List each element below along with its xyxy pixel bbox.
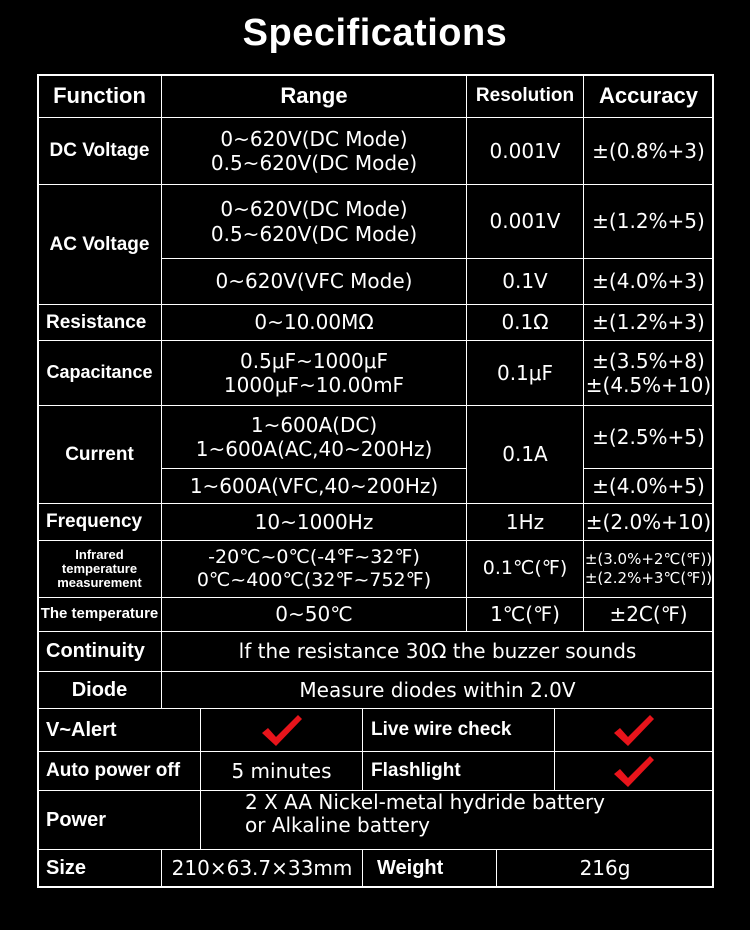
power-value	[200, 790, 714, 850]
infrared-accuracy	[583, 540, 714, 598]
live-wire-check	[554, 708, 714, 752]
temperature-accuracy: ±2C(℉)	[583, 597, 714, 632]
capacitance-resolution: 0.1μF	[466, 340, 584, 406]
capacitance-range-2: 1000μF~10.00mF	[223, 373, 405, 397]
current-range-1: 1~600A(DC)	[250, 412, 378, 437]
frequency-label: Frequency	[37, 503, 162, 541]
flashlight-check	[554, 751, 714, 791]
infrared-range-1: -20℃~0℃(-4℉~32℉)	[208, 545, 420, 568]
power-line-1: 2 X AA Nickel-metal hydride battery	[245, 790, 606, 814]
ac-voltage-resolution-2: 0.1V	[466, 258, 584, 305]
red-checkmark-icon	[260, 713, 304, 747]
diode-label: Diode	[37, 671, 162, 709]
temperature-label: The temperature	[37, 597, 162, 632]
ac-voltage-range-vfc: 0~620V(VFC Mode)	[161, 258, 467, 305]
header-resolution: Resolution	[466, 74, 584, 118]
temperature-range: 0~50℃	[161, 597, 467, 632]
resistance-accuracy: ±(1.2%+3)	[583, 304, 714, 341]
dc-voltage-accuracy: ±(0.8%+3)	[583, 117, 714, 185]
red-checkmark-icon	[612, 713, 656, 747]
infrared-label-1: Infrared temperature	[61, 546, 138, 576]
live-wire-label: Live wire check	[362, 708, 555, 752]
v-alert-label: V~Alert	[37, 708, 201, 752]
diode-value: Measure diodes within 2.0V	[161, 671, 714, 709]
auto-power-off-label: Auto power off	[37, 751, 201, 791]
current-range-2: 1~600A(AC,40~200Hz)	[195, 437, 433, 461]
dc-voltage-resolution: 0.001V	[466, 117, 584, 185]
auto-power-off-value: 5 minutes	[200, 751, 363, 791]
infrared-range	[161, 540, 467, 598]
capacitance-range	[161, 340, 467, 406]
frequency-range: 10~1000Hz	[161, 503, 467, 541]
ac-voltage-accuracy-2: ±(4.0%+3)	[583, 258, 714, 305]
ac-voltage-range	[161, 184, 467, 259]
red-checkmark-icon	[612, 754, 656, 788]
ac-voltage-resolution-1: 0.001V	[466, 184, 584, 259]
dc-voltage-range	[161, 117, 467, 185]
capacitance-accuracy-2: ±(4.5%+10)	[585, 373, 712, 397]
current-label: Current	[37, 405, 162, 504]
infrared-accuracy-1: ±(3.0%+2℃(℉))	[584, 550, 713, 569]
temperature-resolution: 1℃(℉)	[466, 597, 584, 632]
current-accuracy-2: ±(4.0%+5)	[583, 468, 714, 504]
current-accuracy-1: ±(2.5%+5)	[583, 405, 714, 469]
capacitance-accuracy-1: ±(3.5%+8)	[592, 348, 705, 373]
resistance-range: 0~10.00MΩ	[161, 304, 467, 341]
resistance-resolution: 0.1Ω	[466, 304, 584, 341]
v-alert-check	[200, 708, 363, 752]
flashlight-label: Flashlight	[362, 751, 555, 791]
infrared-label-2: measurement	[57, 575, 142, 591]
size-value: 210×63.7×33mm	[161, 849, 363, 888]
power-label: Power	[37, 790, 201, 850]
resistance-label: Resistance	[37, 304, 162, 341]
current-range	[161, 405, 467, 469]
infrared-accuracy-2: ±(2.2%+3℃(℉))	[584, 569, 713, 587]
frequency-resolution: 1Hz	[466, 503, 584, 541]
ac-voltage-accuracy-1: ±(1.2%+5)	[583, 184, 714, 259]
power-line-2: or Alkaline battery	[245, 813, 430, 837]
page-title: Specifications	[242, 12, 508, 54]
current-resolution: 0.1A	[466, 405, 584, 504]
header-range: Range	[161, 74, 467, 118]
header-function: Function	[37, 74, 162, 118]
weight-label: Weight	[362, 849, 497, 888]
ac-voltage-label: AC Voltage	[37, 184, 162, 305]
infrared-range-2: 0℃~400℃(32℉~752℉)	[196, 569, 432, 591]
ac-voltage-range-1: 0~620V(DC Mode)	[220, 197, 408, 222]
weight-value: 216g	[496, 849, 714, 888]
size-label: Size	[37, 849, 162, 888]
header-accuracy: Accuracy	[583, 74, 714, 118]
infrared-resolution: 0.1℃(℉)	[466, 540, 584, 598]
capacitance-label: Capacitance	[37, 340, 162, 406]
frequency-accuracy: ±(2.0%+10)	[583, 503, 714, 541]
continuity-label: Continuity	[37, 631, 162, 672]
infrared-label	[37, 540, 162, 598]
capacitance-accuracy	[583, 340, 714, 406]
ac-voltage-range-2: 0.5~620V(DC Mode)	[210, 221, 418, 246]
continuity-value: lf the resistance 30Ω the buzzer sounds	[161, 631, 714, 672]
dc-voltage-label: DC Voltage	[37, 117, 162, 185]
capacitance-range-1: 0.5μF~1000μF	[240, 348, 388, 373]
current-range-vfc: 1~600A(VFC,40~200Hz)	[161, 468, 467, 504]
dc-voltage-range-2: 0.5~620V(DC Mode)	[210, 151, 418, 175]
dc-voltage-range-1: 0~620V(DC Mode)	[220, 126, 408, 151]
